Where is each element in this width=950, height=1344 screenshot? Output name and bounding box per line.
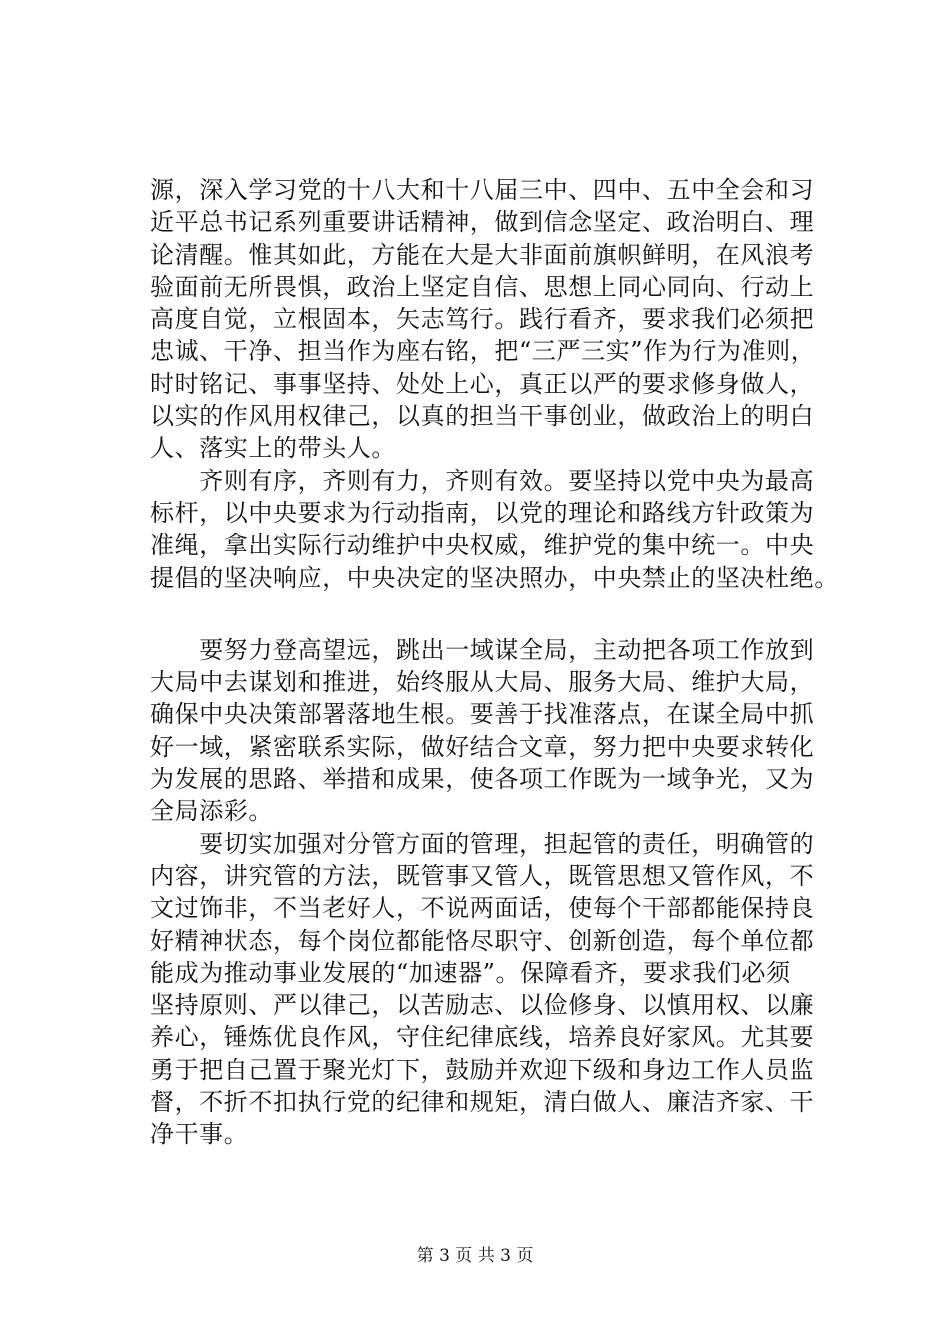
text-line: 源，深入学习党的十八大和十八届三中、四中、五中全会和习	[150, 176, 815, 204]
text-line: 好精神状态，每个岗位都能恪尽职守、创新创造，每个单位都	[150, 926, 815, 955]
text-line: 人、落实上的带头人。	[150, 434, 396, 463]
text-line: 内容，讲究管的方法，既管事又管人，既管思想又管作风，不	[150, 861, 815, 890]
page-footer: 第 3 页 共 3 页	[416, 1246, 534, 1266]
paragraph-2	[150, 465, 839, 594]
text-line: 论清醒。惟其如此，方能在大是大非面前旗帜鲜明，在风浪考	[150, 240, 815, 269]
text-line: 为发展的思路、举措和成果，使各项工作既为一域争光，又为	[150, 765, 815, 794]
text-line: 文过饰非，不当老好人，不说两面话，使每个干部都能保持良	[150, 894, 815, 923]
text-line: 验面前无所畏惧，政治上坚定自信、思想上同心同向、行动上	[150, 272, 815, 301]
text-line: 养心，锤炼优良作风，守住纪律底线，培养良好家风。尤其要	[150, 1023, 815, 1052]
paragraph-4	[150, 828, 830, 1151]
text-line: 忠诚、干净、担当作为座右铭，把“三严三实”作为行为准则，	[150, 337, 816, 366]
paragraph-3	[150, 634, 830, 828]
text-line: 标杆，以中央要求为行动指南，以党的理论和路线方针政策为	[150, 498, 815, 527]
text-line: 好一域，紧密联系实际，做好结合文章，努力把中央要求转化	[150, 732, 815, 761]
text-line: 要切实加强对分管方面的管理，担起管的责任，明确管的	[150, 829, 815, 858]
text-line: 高度自觉，立根固本，矢志笃行。践行看齐，要求我们必须把	[150, 305, 815, 334]
text-line: 时时铭记、事事坚持、处处上心，真正以严的要求修身做人，	[150, 369, 815, 398]
text-line: 确保中央决策部署落地生根。要善于找准落点，在谋全局中抓	[150, 700, 815, 729]
text-line: 齐则有序，齐则有力，齐则有效。要坚持以党中央为最高	[150, 466, 815, 495]
paragraph-gap	[150, 594, 830, 634]
text-line: 能成为推动事业发展的“加速器”。保障看齐，要求我们必须	[150, 958, 791, 987]
text-line: 督，不折不扣执行党的纪律和规矩，清白做人、廉洁齐家、干	[150, 1088, 815, 1117]
text-line: 要努力登高望远，跳出一域谋全局，主动把各项工作放到	[150, 635, 815, 664]
text-line: 准绳，拿出实际行动维护中央权威，维护党的集中统一。中央	[150, 531, 815, 560]
text-line: 全局添彩。	[150, 797, 273, 826]
text-line: 坚持原则、严以律己，以苦励志、以俭修身、以慎用权、以廉	[150, 991, 815, 1020]
text-line: 净干事。	[150, 1120, 249, 1149]
text-line: 近平总书记系列重要讲话精神，做到信念坚定、政治明白、理	[150, 208, 815, 237]
text-line: 大局中去谋划和推进，始终服从大局、服务大局、维护大局，	[150, 668, 815, 697]
text-line: 以实的作风用权律己，以真的担当干事创业，做政治上的明白	[150, 402, 815, 431]
document-body	[150, 174, 839, 1151]
paragraph-1	[150, 174, 830, 465]
text-line: 勇于把自己置于聚光灯下，鼓励并欢迎下级和身边工作人员监	[150, 1055, 815, 1084]
text-line: 提倡的坚决响应，中央决定的坚决照办，中央禁止的坚决杜绝。	[150, 563, 839, 592]
